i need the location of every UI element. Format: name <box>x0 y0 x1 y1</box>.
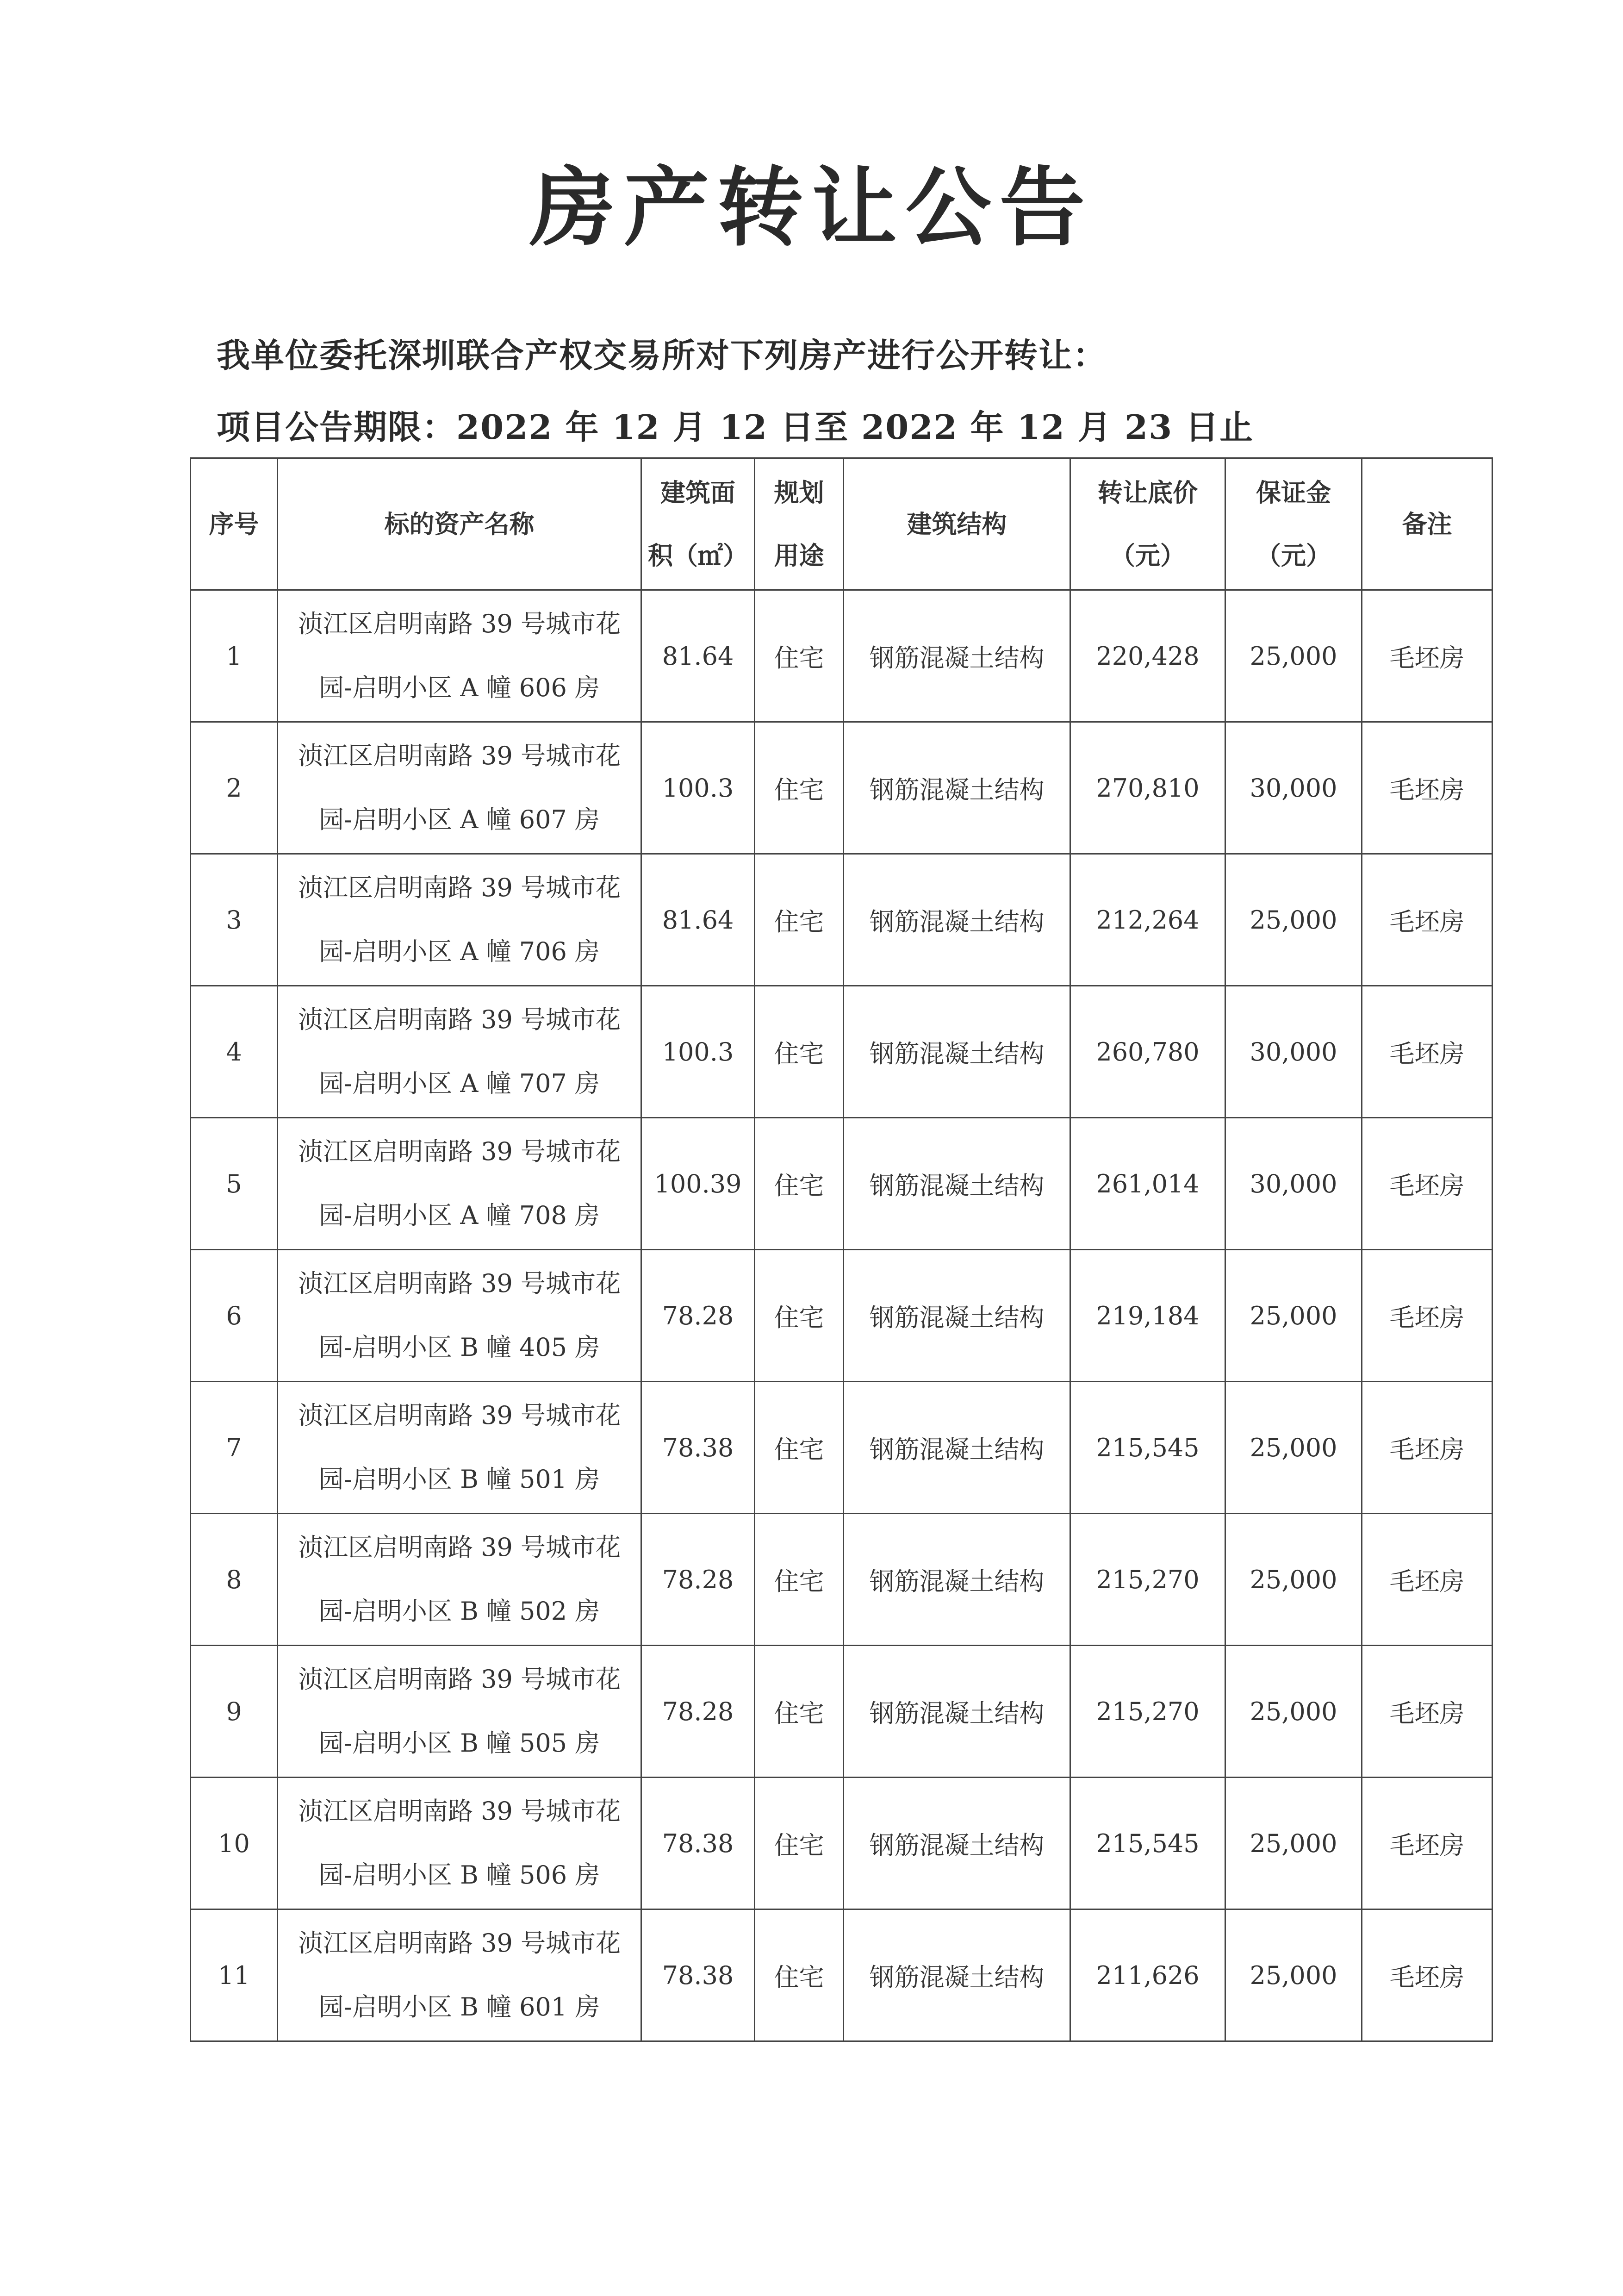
cell-structure: 钢筋混凝土结构 <box>844 986 1070 1118</box>
cell-structure: 钢筋混凝土结构 <box>844 1382 1070 1514</box>
cell-price: 215,545 <box>1070 1778 1225 1909</box>
cell-area: 78.38 <box>641 1909 755 2041</box>
cell-area: 100.39 <box>641 1118 755 1250</box>
cell-use: 住宅 <box>755 1514 844 1646</box>
cell-asset-name-line1: 浈江区启明南路 39 号城市花 <box>298 609 621 638</box>
cell-use: 住宅 <box>755 1382 844 1514</box>
header-area-line1: 建筑面 <box>660 478 735 507</box>
cell-price: 211,626 <box>1070 1909 1225 2041</box>
cell-price: 270,810 <box>1070 722 1225 854</box>
table-row <box>191 986 1492 1118</box>
header-area <box>641 458 755 590</box>
cell-seq: 11 <box>191 1909 278 2041</box>
cell-price: 215,270 <box>1070 1646 1225 1778</box>
cell-use: 住宅 <box>755 854 844 986</box>
cell-area: 81.64 <box>641 854 755 986</box>
cell-structure: 钢筋混凝土结构 <box>844 1250 1070 1382</box>
table-row <box>191 590 1492 722</box>
table-row <box>191 1778 1492 1909</box>
cell-price: 260,780 <box>1070 986 1225 1118</box>
cell-asset-name-line1: 浈江区启明南路 39 号城市花 <box>298 1665 621 1694</box>
cell-area: 78.28 <box>641 1646 755 1778</box>
cell-asset-name <box>278 1646 641 1778</box>
table-row <box>191 1909 1492 2041</box>
cell-remark: 毛坯房 <box>1362 1250 1492 1382</box>
cell-asset-name-line2: 园-启明小区 A 幢 707 房 <box>319 1069 600 1098</box>
cell-asset-name-line2: 园-启明小区 B 幢 601 房 <box>318 1992 600 2021</box>
cell-use: 住宅 <box>755 590 844 722</box>
cell-area: 81.64 <box>641 590 755 722</box>
cell-use: 住宅 <box>755 722 844 854</box>
table-row <box>191 722 1492 854</box>
cell-seq: 4 <box>191 986 278 1118</box>
cell-remark: 毛坯房 <box>1362 590 1492 722</box>
cell-structure: 钢筋混凝土结构 <box>844 1909 1070 2041</box>
header-price <box>1070 458 1225 590</box>
cell-asset-name-line2: 园-启明小区 A 幢 706 房 <box>319 937 600 966</box>
cell-asset-name-line1: 浈江区启明南路 39 号城市花 <box>298 1137 621 1166</box>
cell-structure: 钢筋混凝土结构 <box>844 1646 1070 1778</box>
cell-price: 219,184 <box>1070 1250 1225 1382</box>
cell-asset-name-line2: 园-启明小区 B 幢 501 房 <box>318 1465 600 1494</box>
table-row <box>191 1382 1492 1514</box>
cell-structure: 钢筋混凝土结构 <box>844 1118 1070 1250</box>
cell-structure: 钢筋混凝土结构 <box>844 854 1070 986</box>
cell-asset-name-line1: 浈江区启明南路 39 号城市花 <box>298 1928 621 1958</box>
cell-remark: 毛坯房 <box>1362 986 1492 1118</box>
cell-asset-name <box>278 986 641 1118</box>
cell-deposit: 25,000 <box>1225 1250 1362 1382</box>
cell-asset-name-line2: 园-启明小区 A 幢 607 房 <box>319 805 600 834</box>
table-row <box>191 1118 1492 1250</box>
cell-asset-name-line1: 浈江区启明南路 39 号城市花 <box>298 1797 621 1826</box>
cell-remark: 毛坯房 <box>1362 722 1492 854</box>
cell-deposit: 25,000 <box>1225 1909 1362 2041</box>
header-seq: 序号 <box>191 458 278 590</box>
cell-seq: 3 <box>191 854 278 986</box>
cell-asset-name-line1: 浈江区启明南路 39 号城市花 <box>298 1005 621 1034</box>
header-price-line1: 转让底价 <box>1098 478 1198 507</box>
intro-text: 我单位委托深圳联合产权交易所对下列房产进行公开转让： <box>217 336 1107 375</box>
cell-price: 215,270 <box>1070 1514 1225 1646</box>
cell-price: 212,264 <box>1070 854 1225 986</box>
page-title: 房产转让公告 <box>529 157 1094 258</box>
cell-use: 住宅 <box>755 1250 844 1382</box>
cell-seq: 1 <box>191 590 278 722</box>
cell-asset-name-line2: 园-启明小区 B 幢 405 房 <box>318 1333 600 1362</box>
cell-asset-name-line1: 浈江区启明南路 39 号城市花 <box>298 741 621 770</box>
cell-deposit: 30,000 <box>1225 1118 1362 1250</box>
cell-deposit: 25,000 <box>1225 1382 1362 1514</box>
cell-price: 220,428 <box>1070 590 1225 722</box>
cell-structure: 钢筋混凝土结构 <box>844 1778 1070 1909</box>
cell-structure: 钢筋混凝土结构 <box>844 590 1070 722</box>
cell-asset-name <box>278 722 641 854</box>
cell-use: 住宅 <box>755 1118 844 1250</box>
cell-asset-name-line1: 浈江区启明南路 39 号城市花 <box>298 1401 621 1430</box>
cell-structure: 钢筋混凝土结构 <box>844 1514 1070 1646</box>
cell-deposit: 25,000 <box>1225 854 1362 986</box>
cell-seq: 5 <box>191 1118 278 1250</box>
cell-remark: 毛坯房 <box>1362 1382 1492 1514</box>
cell-seq: 10 <box>191 1778 278 1909</box>
cell-asset-name <box>278 1778 641 1909</box>
property-table <box>190 457 1493 2042</box>
cell-asset-name-line1: 浈江区启明南路 39 号城市花 <box>298 1269 621 1298</box>
cell-deposit: 25,000 <box>1225 1778 1362 1909</box>
header-deposit-line2: （元） <box>1256 541 1331 570</box>
cell-area: 78.28 <box>641 1250 755 1382</box>
cell-price: 215,545 <box>1070 1382 1225 1514</box>
cell-area: 78.38 <box>641 1778 755 1909</box>
header-deposit-line1: 保证金 <box>1256 478 1331 507</box>
cell-deposit: 30,000 <box>1225 986 1362 1118</box>
cell-area: 78.28 <box>641 1514 755 1646</box>
cell-asset-name <box>278 1382 641 1514</box>
cell-seq: 6 <box>191 1250 278 1382</box>
table-row <box>191 854 1492 986</box>
cell-deposit: 25,000 <box>1225 590 1362 722</box>
table-header-row <box>191 458 1492 590</box>
cell-area: 100.3 <box>641 986 755 1118</box>
cell-asset-name <box>278 1909 641 2041</box>
announcement-period: 项目公告期限：2022 年 12 月 12 日至 2022 年 12 月 23 日止 <box>217 407 1254 447</box>
table-row <box>191 1250 1492 1382</box>
cell-remark: 毛坯房 <box>1362 1778 1492 1909</box>
cell-seq: 2 <box>191 722 278 854</box>
cell-asset-name <box>278 1118 641 1250</box>
cell-structure: 钢筋混凝土结构 <box>844 722 1070 854</box>
header-use-line1: 规划 <box>774 478 824 507</box>
cell-asset-name <box>278 854 641 986</box>
table-row <box>191 1514 1492 1646</box>
cell-use: 住宅 <box>755 1646 844 1778</box>
cell-use: 住宅 <box>755 1909 844 2041</box>
header-use-line2: 用途 <box>774 541 824 570</box>
table-body <box>191 590 1492 2041</box>
cell-seq: 7 <box>191 1382 278 1514</box>
cell-use: 住宅 <box>755 986 844 1118</box>
header-name: 标的资产名称 <box>278 458 641 590</box>
cell-asset-name-line2: 园-启明小区 A 幢 606 房 <box>319 673 600 702</box>
header-price-line2: （元） <box>1110 541 1185 570</box>
cell-deposit: 25,000 <box>1225 1646 1362 1778</box>
cell-remark: 毛坯房 <box>1362 1646 1492 1778</box>
cell-asset-name <box>278 1514 641 1646</box>
cell-area: 78.38 <box>641 1382 755 1514</box>
header-structure: 建筑结构 <box>844 458 1070 590</box>
cell-asset-name-line2: 园-启明小区 B 幢 502 房 <box>318 1597 600 1626</box>
cell-asset-name-line1: 浈江区启明南路 39 号城市花 <box>298 1533 621 1562</box>
cell-remark: 毛坯房 <box>1362 1514 1492 1646</box>
cell-seq: 9 <box>191 1646 278 1778</box>
cell-remark: 毛坯房 <box>1362 1118 1492 1250</box>
cell-asset-name-line2: 园-启明小区 B 幢 506 房 <box>318 1860 600 1890</box>
cell-seq: 8 <box>191 1514 278 1646</box>
cell-use: 住宅 <box>755 1778 844 1909</box>
header-area-line2: 积（㎡） <box>648 541 748 570</box>
cell-asset-name-line1: 浈江区启明南路 39 号城市花 <box>298 873 621 902</box>
header-remark: 备注 <box>1362 458 1492 590</box>
cell-asset-name-line2: 园-启明小区 A 幢 708 房 <box>319 1201 600 1230</box>
cell-price: 261,014 <box>1070 1118 1225 1250</box>
table-row <box>191 1646 1492 1778</box>
cell-area: 100.3 <box>641 722 755 854</box>
cell-asset-name <box>278 1250 641 1382</box>
header-deposit <box>1225 458 1362 590</box>
cell-deposit: 30,000 <box>1225 722 1362 854</box>
header-use <box>755 458 844 590</box>
cell-remark: 毛坯房 <box>1362 1909 1492 2041</box>
cell-asset-name-line2: 园-启明小区 B 幢 505 房 <box>318 1728 600 1758</box>
cell-deposit: 25,000 <box>1225 1514 1362 1646</box>
cell-asset-name <box>278 590 641 722</box>
cell-remark: 毛坯房 <box>1362 854 1492 986</box>
